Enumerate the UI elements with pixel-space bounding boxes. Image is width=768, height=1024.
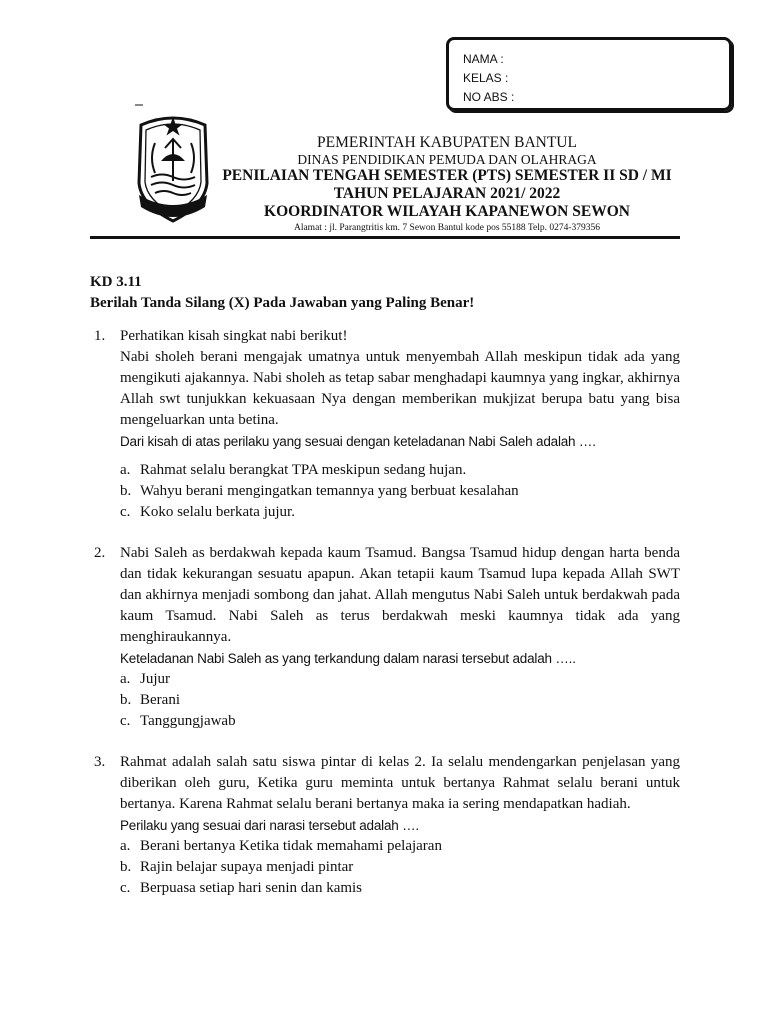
competency-code: KD 3.11 [90, 274, 142, 290]
option-letter: c. [120, 504, 131, 520]
question-text: Nabi sholeh berani mengajak umatnya untuk menyembah Allah meskipun tidak ada yang mengikuti ajakannya. Nabi sholeh as tetap sabar menghadapi kaumnya yang ingkar, akhirnya Allah swt tunjukkan kekuasaan Nya dengan memberikan mukjizat berupa batu yang bisa mengeluarkan unta betina. [120, 349, 680, 428]
option-letter: b. [120, 692, 132, 708]
option-text: Jujur [140, 671, 170, 687]
option-text: Koko selalu berkata jujur. [140, 504, 295, 520]
coordinator-title: KOORDINATOR WILAYAH KAPANEWON SEWON [264, 202, 630, 220]
question-body [120, 326, 680, 523]
question-number: 1. [94, 328, 106, 344]
option-letter: a. [120, 671, 131, 687]
question-body [120, 543, 680, 732]
question-text: Nabi Saleh as berdakwah kepada kaum Tsamud. Bangsa Tsamud hidup dengan harta benda dan tidak kekurangan sesuatu apapun. Akan tetapii kaum Tsamud lupa kepada Allah SWT dan akhirnya menjadi sombong dan jahat. Allah mengutus Nabi Saleh untuk berdakwah pada kaum Tsamud. Nabi Saleh as terus berdakwah meski kaumnya tidak ada yang menghiraukannya. [120, 545, 680, 645]
answer-options [120, 460, 680, 523]
question-prompt: Perilaku yang sesuai dari narasi tersebut adalah …. [120, 818, 419, 833]
option-text: Berpuasa setiap hari senin dan kamis [140, 880, 363, 896]
academic-year: TAHUN PELAJARAN 2021/ 2022 [333, 185, 561, 203]
answer-option-c[interactable] [120, 502, 680, 523]
question-number: 2. [94, 545, 106, 561]
question-prompt: Keteladanan Nabi Saleh as yang terkandung dalam narasi tersebut adalah ….. [120, 651, 576, 666]
option-letter: c. [120, 880, 131, 896]
letterhead [212, 134, 682, 234]
exam-title: PENILAIAN TENGAH SEMESTER (PTS) SEMESTER II SD / MI [222, 167, 672, 185]
exam-content [90, 272, 680, 919]
department-title: DINAS PENDIDIKAN PEMUDA DAN OLAHRAGA [297, 151, 597, 167]
government-title: PEMERINTAH KABUPATEN BANTUL [317, 134, 577, 151]
question-number: 3. [94, 754, 106, 770]
option-text: Tanggungjawab [140, 713, 236, 729]
answer-option-a[interactable] [120, 669, 680, 690]
question-3 [90, 752, 680, 899]
option-text: Rajin belajar supaya menjadi pintar [140, 859, 354, 875]
header-divider [90, 236, 680, 239]
answer-options [120, 669, 680, 732]
answer-option-c[interactable] [120, 711, 680, 732]
option-text: Berani bertanya Ketika tidak memahami pelajaran [140, 838, 442, 854]
question-intro: Perhatikan kisah singkat nabi berikut! [120, 328, 348, 344]
option-text: Berani [140, 692, 180, 708]
question-prompt: Dari kisah di atas perilaku yang sesuai dengan keteladanan Nabi Saleh adalah …. [120, 434, 596, 449]
bantul-regency-emblem-icon [133, 103, 213, 228]
address-line: Alamat : jl. Parangtritis km. 7 Sewon Bantul kode pos 55188 Telp. 0274-379356 [293, 222, 601, 233]
attendance-number-field-label: NO ABS : [463, 90, 515, 104]
answer-option-c[interactable] [120, 878, 680, 899]
question-body [120, 752, 680, 899]
question-text: Rahmat adalah salah satu siswa pintar di kelas 2. Ia selalu mendengarkan penjelasan yang diberikan oleh guru, Ketika guru meminta untuk bertanya Rahmat selalu berani untuk bertanya. Karena Rahmat selalu berani bertanya maka ia sering mendapatkan hadiah. [120, 754, 680, 812]
option-text: Rahmat selalu berangkat TPA meskipun sedang hujan. [140, 462, 467, 478]
option-text: Wahyu berani mengingatkan temannya yang berbuat kesalahan [140, 483, 519, 499]
answer-options [120, 836, 680, 899]
question-2 [90, 543, 680, 732]
answer-option-a[interactable] [120, 460, 680, 481]
option-letter: b. [120, 859, 132, 875]
instruction-text: Berilah Tanda Silang (X) Pada Jawaban yang Paling Benar! [90, 295, 475, 311]
name-field-label: NAMA : [463, 52, 504, 66]
answer-option-a[interactable] [120, 836, 680, 857]
answer-option-b[interactable] [120, 481, 680, 502]
question-1 [90, 326, 680, 523]
class-field-label: KELAS : [463, 71, 509, 85]
answer-option-b[interactable] [120, 690, 680, 711]
answer-option-b[interactable] [120, 857, 680, 878]
option-letter: a. [120, 838, 131, 854]
option-letter: a. [120, 462, 131, 478]
option-letter: b. [120, 483, 132, 499]
student-identity-box [446, 37, 732, 111]
option-letter: c. [120, 713, 131, 729]
